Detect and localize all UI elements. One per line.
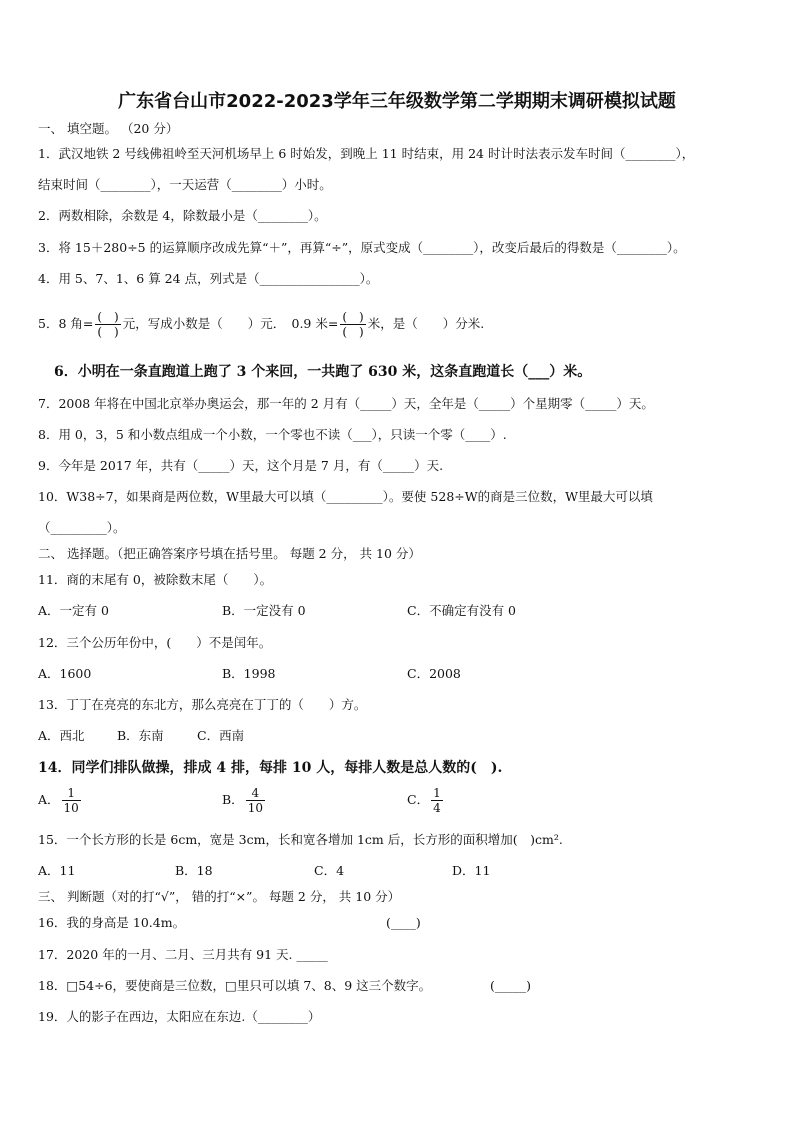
question-8: 8．用 0，3，5 和小数点组成一个小数，一个零也不读（___），只读一个零（____）. [38,427,507,442]
q14-option-a-label: A． [38,792,60,807]
fraction-2 [340,310,365,339]
question-18: 18．□54÷6，要使商是三位数，□里只可以填 7、8、9 这三个数字。 [38,978,432,993]
fraction-2-denominator: ( ) [342,325,364,339]
question-4: 4．用 5、7、1、6 算 24 点，列式是（________________）。 [38,271,379,286]
fraction-1 [95,310,120,339]
q15-option-d: D．11 [452,863,491,878]
question-3: 3．将 15＋280÷5 的运算顺序改成先算“＋”，再算“÷”，原式变成（________），改变后最后的得数是（________）。 [38,240,686,255]
page-title: 广东省台山市2022-2023学年三年级数学第二学期期末调研模拟试题 [118,91,676,112]
question-19: 19．人的影子在西边，太阳应在东边.（________） [38,1009,321,1024]
q13-option-a: A．西北 [38,728,85,743]
q15-option-a: A．11 [38,863,76,878]
question-5 [38,308,484,340]
question-14: 14．同学们排队做操，排成 4 排，每排 10 人，每排人数是总人数的( ). [38,760,503,776]
question-15: 15．一个长方形的长是 6cm，宽是 3cm，长和宽各增加 1cm 后，长方形的面积增加( )cm². [38,832,563,847]
q14-option-b-denominator: 10 [247,801,263,815]
question-16: 16．我的身高是 10.4m。 [38,915,186,930]
q14-option-c-numerator: 1 [433,786,441,800]
fraction-1-numerator: ( ) [97,310,119,324]
q14-option-b [222,786,267,815]
question-16-answer-blank: (____) [386,915,421,930]
question-18-answer-blank: (_____) [490,978,532,993]
question-2: 2．两数相除，余数是 4，除数最小是（________）。 [38,208,327,223]
q14-option-c-denominator: 4 [433,801,441,815]
fraction-1-denominator: ( ) [97,325,119,339]
fraction-2-numerator: ( ) [342,310,364,324]
q14-option-c-fraction [431,786,443,815]
q12-option-b: B．1998 [222,666,276,681]
q14-option-a-fraction [62,786,81,815]
q11-option-c: C．不确定有没有 0 [407,603,516,618]
question-9: 9．今年是 2017 年，共有（_____）天，这个月是 7 月，有（_____）天. [38,458,444,473]
q14-option-c-label: C． [407,792,430,807]
q11-option-b: B．一定没有 0 [222,603,306,618]
question-6: 6．小明在一条直跑道上跑了 3 个来回，一共跑了 630 米，这条直跑道长（___）米。 [54,364,592,380]
question-12: 12．三个公历年份中，( ）不是闰年。 [38,635,272,650]
question-13: 13．丁丁在亮亮的东北方，那么亮亮在丁丁的（ ）方。 [38,697,367,712]
q11-option-a: A．一定有 0 [38,603,109,618]
q15-option-b: B．18 [175,863,213,878]
section-2-heading: 二、 选择题。（把正确答案序号填在括号里。 每题 2 分， 共 10 分） [38,546,421,561]
question-1-line-1: 1．武汉地铁 2 号线佛祖岭至天河机场早上 6 时始发，到晚上 11 时结束，用 24 时计时法表示发车时间（________）， [38,146,695,161]
q14-option-a-numerator: 1 [62,786,81,801]
q15-option-c: C．4 [314,863,345,878]
q14-option-b-label: B． [222,792,244,807]
q14-option-b-numerator: 4 [246,786,265,801]
question-5-part-1: 5．8 角= [38,316,94,331]
q12-option-c: C．2008 [407,666,461,681]
section-1-heading: 一、 填空题。 （20 分） [38,121,179,136]
question-17: 17．2020 年的一月、二月、三月共有 91 天. _____ [38,947,328,962]
section-3-heading: 三、 判断题（对的打“√”， 错的打“×”。 每题 2 分， 共 10 分） [38,889,401,904]
q14-option-b-fraction [246,786,265,815]
question-5-part-3: 米，是（ ）分米. [367,316,485,331]
q14-option-a-denominator: 10 [63,801,79,815]
q14-option-a [38,786,83,815]
question-1-line-2: 结束时间（________），一天运营（________）小时。 [38,177,332,192]
question-10-line-2: （_________）。 [38,520,126,535]
q14-option-c [407,786,445,815]
question-7: 7．2008 年将在中国北京举办奥运会，那一年的 2 月有（_____）天，全年是（_____）个星期零（_____）天。 [38,396,654,411]
q13-option-b: B．东南 [117,728,164,743]
question-10-line-1: 10．W38÷7，如果商是两位数，W里最大可以填（_________）。要使 528÷W的商是三位数，W里最大可以填 [38,489,653,504]
question-5-part-2: 元，写成小数是（ ）元． 0.9 米= [122,316,339,331]
q12-option-a: A．1600 [38,666,92,681]
question-11: 11．商的末尾有 0，被除数末尾（ ）。 [38,572,273,587]
q13-option-c: C．西南 [197,728,245,743]
